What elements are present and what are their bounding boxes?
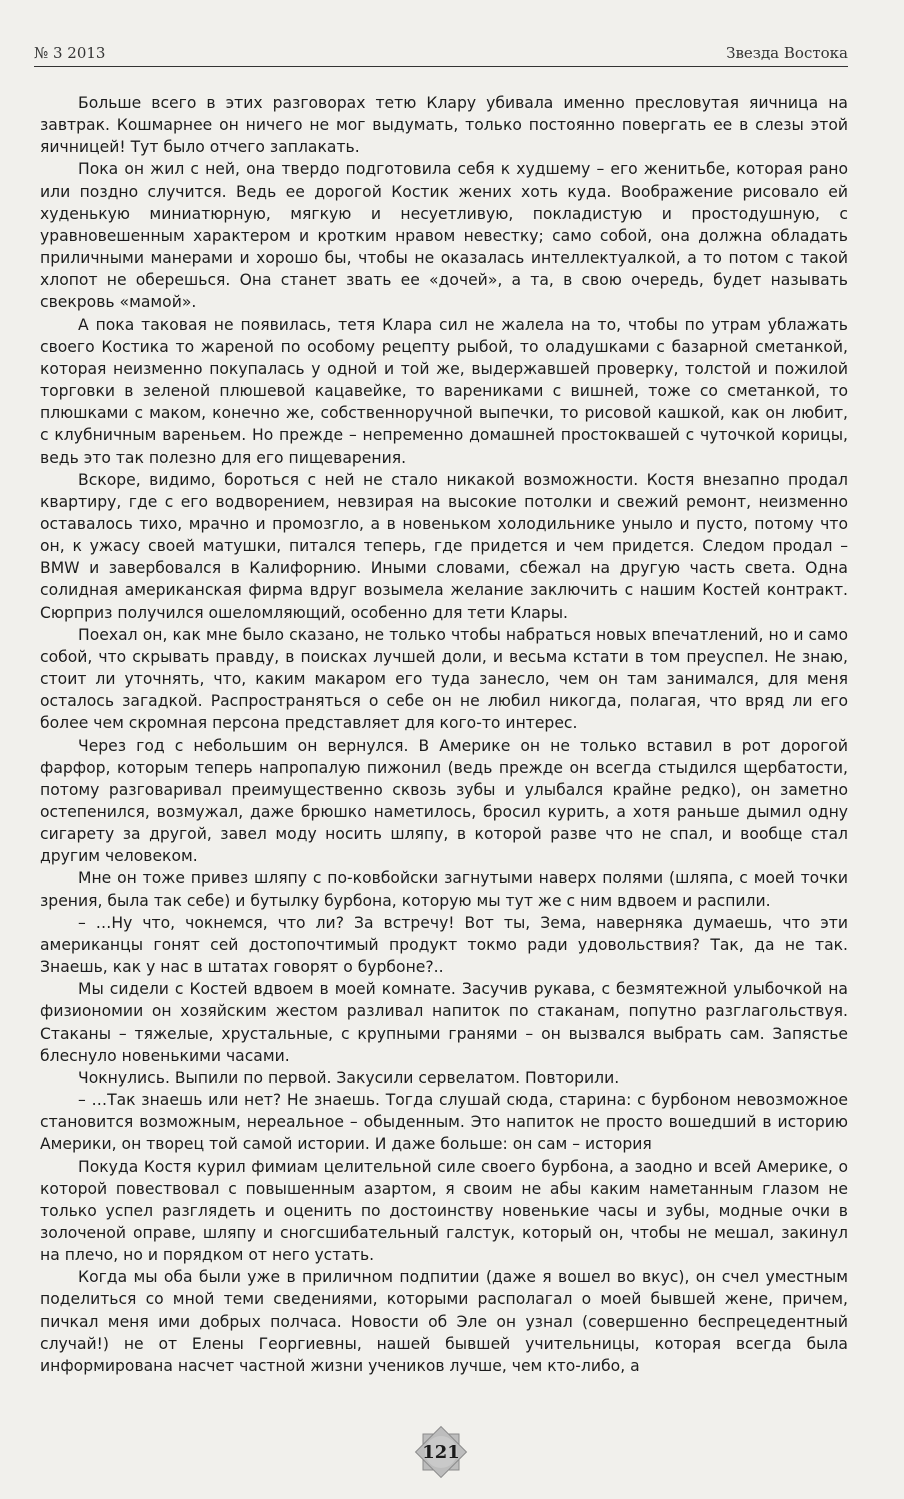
page-number-badge — [413, 1424, 469, 1480]
paragraph: Больше всего в этих разговорах тетю Клару убивала именно пресловутая яичница на завтрак. Кошмарнее он ничего не мог выдумать, только постоянно повергать ее в слезы этой яичницей! Тут было отчего заплакать. — [40, 94, 848, 157]
paragraph: Мне он тоже привез шляпу с по-ковбойски загнутыми наверх полями (шляпа, с моей точки зрения, была так себе) и бутылку бурбона, которую мы тут же с ним вдвоем и распили. — [40, 869, 848, 910]
journal-title: Звезда Востока — [726, 44, 848, 62]
header-rule — [34, 66, 848, 67]
paragraph: Когда мы оба были уже в приличном подпитии (даже я вошел во вкус), он счел уместным поделиться со мной теми сведениями, которыми располагал о моей бывшей жене, причем, пичкал меня ими добрых полчаса. Новости об Эле он узнал (совершенно беспрецедентный случай!) не от Елены Георгиевны, нашей бывшей учительницы, которая всегда была информирована насчет частной жизни учеников лучше, чем кто-либо, а — [40, 1268, 848, 1375]
running-header — [34, 38, 848, 62]
issue-label: № 3 2013 — [34, 44, 106, 62]
page-number: 121 — [422, 1441, 460, 1463]
paragraph: – …Так знаешь или нет? Не знаешь. Тогда слушай сюда, старина: с бурбоном невозможное становится возможным, нереальное – обыденным. Это напиток не просто вошедший в историю Америки, он творец той самой истории. И даже больше: он сам – история — [40, 1091, 848, 1154]
paragraph: Мы сидели с Костей вдвоем в моей комнате. Засучив рукава, с безмятежной улыбочкой на физиономии он хозяйским жестом разливал напиток по стаканам, попутно разглагольствуя. Стаканы – тяжелые, хрустальные, с крупными гранями – он вызвался выбрать сам. Запястье блеснуло новенькими часами. — [40, 980, 848, 1065]
paragraph: Через год с небольшим он вернулся. В Америке он не только вставил в рот дорогой фарфор, которым теперь напропалую пижонил (ведь прежде он всегда стыдился щербатости, потому разговаривал преимущественно сквозь зубы и улыбался крайне редко), он заметно остепенился, возмужал, даже брюшко наметилось, бросил курить, а хотя раньше дымил одну сигарету за другой, завел моду носить шляпу, в которой разве что не спал, и вообще стал другим человеком. — [40, 736, 848, 866]
paragraph: – …Ну что, чокнемся, что ли? За встречу! Вот ты, Зема, наверняка думаешь, что эти американцы гонят сей достопочтимый продукт токмо ради удовольствия? Так, да не так. Знаешь, как у нас в штатах говорят о бурбоне?.. — [40, 913, 848, 977]
paragraph: А пока таковая не появилась, тетя Клара сил не жалела на то, чтобы по утрам ублажать своего Костика то жареной по особому рецепту рыбой, то оладушками с базарной сметанкой, которая неизменно покупалась у одной и той же, выдержавшей проверку, толстой и пожилой торговки в зеленой плюшевой кацавейке, то варениками с вишней, тоже со сметанкой, то плюшками с маком, конечно же, собственноручной выпечки, то рисовой кашкой, как он любит, с клубничным вареньем. Но прежде – непременно домашней простоквашей с чуточкой корицы, ведь это так полезно для его пищеварения. — [40, 315, 848, 467]
paragraph: Чокнулись. Выпили по первой. Закусили сервелатом. Повторили. — [78, 1068, 620, 1087]
paragraph: Пока он жил с ней, она твердо подготовила себя к худшему – его женитьбе, которая рано или поздно случится. Ведь ее дорогой Костик жених хоть куда. Воображение рисовало ей худенькую миниатюрную, мягкую и несуетливую, покладистую и простодушную, с уравновешенным характером и кротким нравом невестку; само собой, она должна обладать приличными манерами и хорошо бы, чтобы не оказалась интеллектуалкой, а то потом с такой хлопот не оберешься. Она станет звать ее «дочей», а та, в свою очередь, будет называть свекровь «мамой». — [40, 160, 848, 312]
paragraph: Вскоре, видимо, бороться с ней не стало никакой возможности. Костя внезапно продал квартиру, где с его водворением, невзирая на высокие потолки и свежий ремонт, неизменно оставалось тихо, мрачно и промозгло, а в новеньком холодильнике уныло и пусто, потому что он, к ужасу своей матушки, питался теперь, где придется и чем придется. Следом продал – BMW и завербовался в Калифорнию. Иными словами, сбежал на другую часть света. Одна солидная американская фирма вдруг возымела желание заключить с нашим Костей контракт. Сюрприз получился ошеломляющий, особенно для тети Клары. — [40, 470, 848, 622]
paragraph: Поехал он, как мне было сказано, не только чтобы набраться новых впечатлений, но и само собой, что скрывать правду, в поисках лучшей доли, и весьма кстати в том преуспел. Не знаю, стоит ли уточнять, что, каким макаром его туда занесло, чем он там занимался, для меня осталось загадкой. Распространяться о себе он не любил никогда, полагая, что вряд ли его более чем скромная персона представляет для кого-то интерес. — [40, 625, 848, 733]
article-body — [40, 92, 848, 1377]
paragraph: Покуда Костя курил фимиам целительной силе своего бурбона, а заодно и всей Америке, о которой повествовал с повышенным азартом, я своим не абы каким наметанным глазом не только успел разглядеть и оценить по достоинству новенькие часы и зубы, модные очки в золоченой оправе, шляпу и сногсшибательный галстук, который он, чтобы не мешал, закинул на плечо, но и порядком от него устать. — [40, 1157, 848, 1265]
